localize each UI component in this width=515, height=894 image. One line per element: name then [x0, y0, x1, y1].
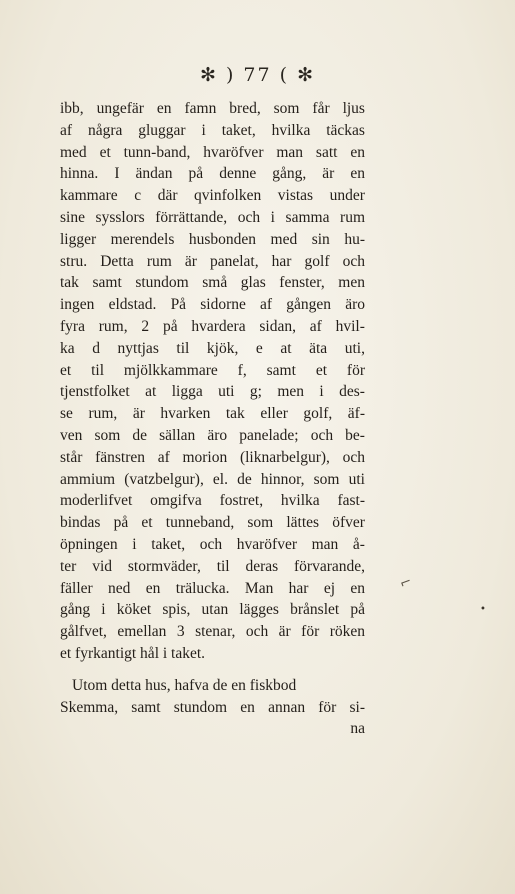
text-line — [60, 120, 365, 142]
word: hvil- — [335, 317, 365, 335]
word: ingen — [60, 296, 95, 314]
text-line — [60, 512, 365, 534]
word: som — [247, 514, 274, 532]
word: gluggar — [138, 121, 186, 139]
text-line — [60, 534, 365, 556]
word: gång, — [272, 165, 307, 183]
word: el. — [212, 470, 228, 488]
word: sidan, — [259, 317, 296, 335]
word: lättes — [286, 514, 320, 532]
word: ven — [60, 426, 83, 444]
word: står — [60, 448, 83, 466]
text-line — [60, 381, 365, 403]
word: taket, — [221, 121, 256, 139]
word: för — [318, 698, 337, 716]
word: fenster, — [279, 274, 325, 292]
word: är — [184, 252, 197, 270]
word: på — [162, 317, 178, 335]
word: denne — [219, 165, 257, 183]
word: ibb, — [60, 100, 84, 117]
word: med — [60, 143, 87, 161]
word: moderlifvet — [60, 492, 133, 510]
word: och — [237, 208, 261, 226]
word: är — [322, 165, 335, 183]
word: en — [240, 698, 255, 716]
word: fyra — [60, 317, 85, 335]
word: öpningen — [60, 535, 118, 553]
word: uti, — [344, 339, 365, 357]
text-line — [60, 360, 365, 382]
word: ej — [323, 579, 335, 597]
word: panelat, — [209, 252, 259, 270]
text-line — [60, 316, 365, 338]
word: äro — [207, 426, 228, 444]
word: be- — [345, 426, 365, 444]
text-line — [60, 251, 365, 273]
word: röken — [329, 623, 365, 641]
word: I — [114, 165, 120, 183]
word: hvaröfver — [236, 535, 298, 553]
text-line — [60, 207, 365, 229]
word: och — [245, 623, 269, 641]
word: samt — [266, 361, 296, 379]
word: kammare — [60, 187, 118, 205]
word: brånslet — [290, 601, 340, 619]
word: och — [199, 535, 223, 553]
text-line — [60, 621, 365, 643]
word: ligger — [60, 230, 97, 248]
word: gålfvet, — [60, 623, 107, 641]
word: af — [309, 317, 322, 335]
word: af — [60, 121, 73, 139]
word: på — [350, 601, 365, 619]
word: golf, — [303, 405, 333, 423]
word: qvinfolken — [194, 187, 262, 205]
word: en — [350, 579, 365, 597]
text-line — [60, 556, 365, 578]
word: morion — [182, 448, 228, 466]
word: där — [157, 187, 178, 205]
word: förrättande, — [155, 208, 228, 226]
word: panelade; — [239, 426, 299, 444]
word: rum — [146, 252, 172, 270]
text-line: et fyrkantigt hål i taket. — [60, 644, 206, 662]
word: hinnor, — [260, 470, 305, 488]
word: golf — [304, 252, 330, 270]
word: ammium — [60, 470, 116, 488]
word: i — [270, 208, 275, 226]
word: rum, — [98, 317, 128, 335]
word: et — [99, 143, 111, 161]
word: på — [113, 514, 129, 532]
word: glas — [240, 274, 266, 292]
word: trälucka. — [175, 579, 230, 597]
word: nyttjas — [117, 339, 159, 357]
word: för — [301, 623, 320, 641]
word: äf- — [347, 405, 365, 423]
word: med — [270, 230, 298, 248]
text-line — [60, 447, 365, 469]
word: de — [132, 426, 148, 444]
word: tunn-band, — [123, 143, 191, 161]
word: rum, — [88, 405, 118, 423]
word: lägges — [239, 601, 279, 619]
word: stundom — [135, 274, 189, 292]
word: af — [260, 296, 273, 314]
word: gången — [286, 296, 332, 314]
word: tunneband, — [165, 514, 235, 532]
word: några — [87, 121, 123, 139]
word: man — [276, 143, 304, 161]
word: et — [141, 514, 153, 532]
word: 2 — [141, 317, 150, 335]
word: en — [156, 100, 172, 117]
word: äro — [345, 296, 365, 314]
word: annan — [268, 698, 306, 716]
page-heading: ✻ ) 77 ( ✻ — [200, 64, 315, 86]
word: i — [201, 121, 206, 139]
word: Man — [244, 579, 274, 597]
word: at — [145, 383, 157, 401]
word: samt — [131, 698, 161, 716]
word: til — [176, 339, 190, 357]
word: i — [319, 383, 324, 401]
word: til — [216, 557, 230, 575]
text-line — [60, 185, 365, 207]
word: ned — [108, 579, 131, 597]
text-line — [60, 578, 365, 600]
word: under — [329, 187, 365, 205]
word: man — [311, 535, 339, 553]
word: e — [255, 339, 263, 357]
word: fänstren — [95, 448, 146, 466]
word: ka — [60, 339, 75, 357]
word: små — [202, 274, 228, 292]
word: sidorne — [200, 296, 246, 314]
word: stormväder, — [127, 557, 201, 575]
word: si- — [349, 698, 365, 716]
word: (liknarbelgur), — [239, 448, 330, 466]
word: sällan — [159, 426, 196, 444]
word: stenar, — [195, 623, 236, 641]
text-line — [60, 403, 365, 425]
text-line — [60, 98, 365, 120]
word: fäller — [60, 579, 93, 597]
text-line — [60, 425, 365, 447]
word: är — [132, 405, 145, 423]
word: ändan — [135, 165, 173, 183]
word: hinna. — [60, 165, 99, 183]
word: en — [350, 165, 365, 183]
word: hvilka — [280, 492, 320, 510]
word: i — [132, 535, 137, 553]
word: i — [101, 601, 106, 619]
text-line — [60, 490, 365, 512]
body-text — [60, 98, 365, 740]
word: samma — [285, 208, 330, 226]
word: en — [350, 143, 365, 161]
word: På — [170, 296, 187, 314]
text-line: Utom detta hus, hafva de en fiskbod — [72, 676, 297, 694]
word: samt — [92, 274, 122, 292]
word: des- — [339, 383, 365, 401]
word: c — [134, 187, 142, 205]
word: och — [342, 252, 365, 270]
word: famn — [184, 100, 217, 117]
word: de — [237, 470, 252, 488]
word: äta — [309, 339, 328, 357]
word: spis, — [162, 601, 191, 619]
word: fostret, — [219, 492, 264, 510]
word: taket, — [151, 535, 186, 553]
word: för — [346, 361, 365, 379]
word: uti — [348, 470, 365, 488]
catchword: na — [350, 720, 365, 738]
word: (vatzbelgur), — [124, 470, 204, 488]
word: Detta — [100, 252, 134, 270]
text-line — [60, 272, 365, 294]
word: sysslors — [95, 208, 145, 226]
text-line — [60, 697, 365, 719]
word: sin — [311, 230, 330, 248]
word: ter — [60, 557, 77, 575]
word: vistas — [277, 187, 314, 205]
word: Skemma, — [60, 698, 119, 716]
text-line — [60, 229, 365, 251]
word: har — [288, 579, 309, 597]
word: och — [310, 426, 334, 444]
word: uti — [218, 383, 235, 401]
word: hvaröfver — [203, 143, 264, 161]
word: gång — [60, 601, 91, 619]
word: utan — [201, 601, 229, 619]
word: mjölkkammare — [123, 361, 218, 379]
word: hu- — [344, 230, 365, 248]
word: vid — [92, 557, 113, 575]
word: g; — [249, 383, 262, 401]
word: merendels — [110, 230, 175, 248]
word: stru. — [60, 252, 88, 270]
word: 3 — [176, 623, 185, 641]
word: stundom — [173, 698, 228, 716]
word: se — [60, 405, 73, 423]
word: af — [157, 448, 170, 466]
word: får — [312, 100, 330, 117]
word: fast- — [337, 492, 365, 510]
word: emellan — [117, 623, 167, 641]
text-line — [60, 294, 365, 316]
word: bred, — [229, 100, 261, 117]
word: eller — [260, 405, 288, 423]
word: eldstad. — [108, 296, 157, 314]
margin-pencil-mark: ⌐ — [397, 573, 415, 593]
text-line — [60, 599, 365, 621]
word: tjenstfolket — [60, 383, 130, 401]
text-line — [60, 142, 365, 164]
word: sine — [60, 208, 85, 226]
word: öfver — [332, 514, 365, 532]
word: d — [92, 339, 100, 357]
word: förvarande, — [294, 557, 365, 575]
word: hvardera — [191, 317, 246, 335]
word: deras — [245, 557, 279, 575]
text-line — [60, 338, 365, 360]
word: som — [94, 426, 121, 444]
word: tak — [225, 405, 245, 423]
word: på — [188, 165, 204, 183]
word: et — [315, 361, 327, 379]
word: omgifva — [150, 492, 202, 510]
word: husbonden — [188, 230, 257, 248]
word: ungefär — [96, 100, 144, 117]
word: hvilka — [271, 121, 311, 139]
word: hvarken — [160, 405, 211, 423]
word: ligga — [171, 383, 203, 401]
word: satt — [315, 143, 338, 161]
word: f, — [237, 361, 247, 379]
word: har — [271, 252, 292, 270]
word: men — [277, 383, 305, 401]
word: at — [280, 339, 292, 357]
bleed-through-text — [380, 570, 510, 740]
margin-dot: • — [480, 604, 486, 615]
word: en — [145, 579, 161, 597]
word: ljus — [342, 100, 365, 117]
word: bindas — [60, 514, 101, 532]
word: som — [273, 100, 300, 117]
word: som — [313, 470, 340, 488]
word: til — [91, 361, 105, 379]
word: men — [338, 274, 365, 292]
word: tak — [60, 274, 79, 292]
word: täckas — [326, 121, 365, 139]
word: å- — [352, 535, 365, 553]
word: och — [342, 448, 365, 466]
word: kjök, — [206, 339, 239, 357]
word: rum — [340, 208, 365, 226]
word: et — [60, 361, 72, 379]
word: köket — [116, 601, 152, 619]
word: är — [278, 623, 291, 641]
text-line — [60, 163, 365, 185]
text-line — [60, 469, 365, 491]
